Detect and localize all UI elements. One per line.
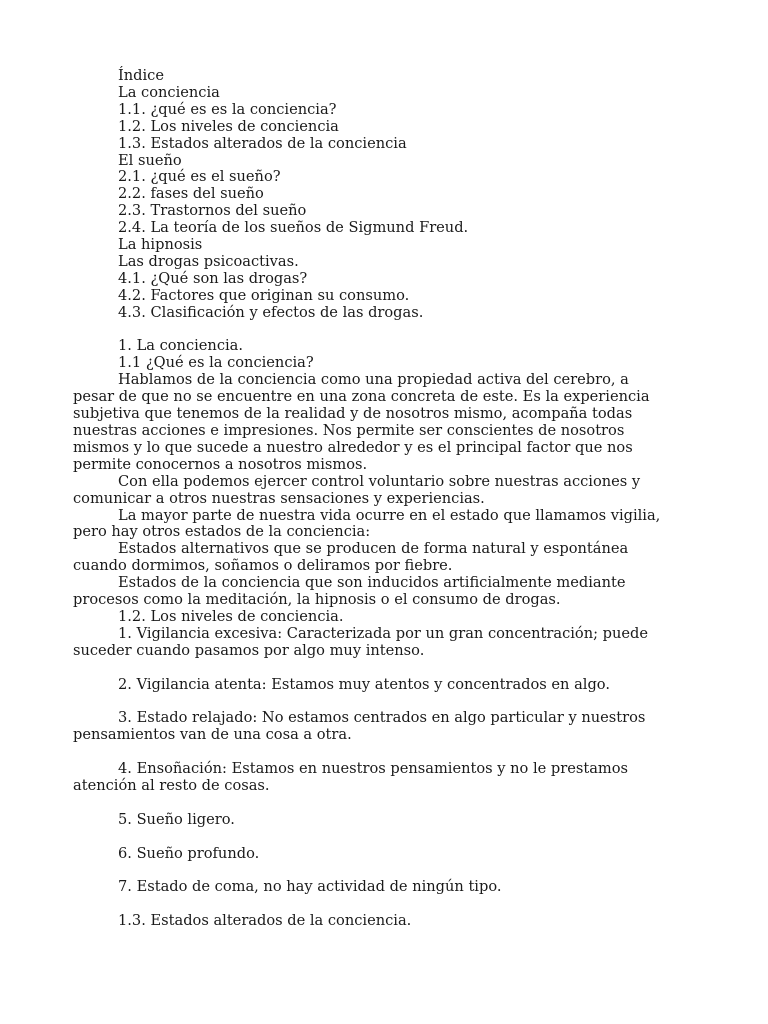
paragraph xyxy=(73,372,713,473)
blank-line xyxy=(73,694,713,711)
index-entry: La hipnosis xyxy=(118,236,203,254)
paragraph xyxy=(73,474,713,508)
list-item-continuation: suceder cuando pasamos por algo muy intenso. xyxy=(73,641,425,659)
index-entry: El sueño xyxy=(118,151,182,169)
blank-line xyxy=(73,795,713,812)
index-entry: 4.2. Factores que originan su consumo. xyxy=(118,286,410,304)
paragraph xyxy=(73,575,713,609)
list-item: 5. Sueño ligero. xyxy=(118,810,235,828)
blank-line xyxy=(73,829,713,846)
section-niveles xyxy=(73,609,713,913)
index-entry: 2.3. Trastornos del sueño xyxy=(118,202,307,220)
paragraph-line: nuestras acciones e impresiones. Nos permite ser conscientes de nosotros xyxy=(73,422,625,440)
blank-line xyxy=(73,863,713,880)
paragraph xyxy=(73,541,713,575)
index-title: Índice xyxy=(118,67,164,84)
index-entry: 4.1. ¿Qué son las drogas? xyxy=(118,269,308,287)
index-entry: 2.4. La teoría de los sueños de Sigmund Freud. xyxy=(118,219,469,237)
blank-line xyxy=(73,896,713,913)
paragraph xyxy=(73,508,713,542)
list-item: 4. Ensoñación: Estamos en nuestros pensamientos y no le prestamos xyxy=(118,760,629,778)
index-entry: 4.3. Clasificación y efectos de las drogas. xyxy=(118,303,424,321)
list-item: 2. Vigilancia atenta: Estamos muy atentos y concentrados en algo. xyxy=(118,675,610,693)
paragraph-line: subjetiva que tenemos de la realidad y de nosotros mismo, acompaña todas xyxy=(73,405,633,423)
index-entry: 2.2. fases del sueño xyxy=(118,185,264,203)
paragraph-line: mismos y lo que sucede a nuestro alrededor y es el principal factor que nos xyxy=(73,438,633,456)
list-item-continuation: pensamientos van de una cosa a otra. xyxy=(73,726,352,744)
index-entry: 1.2. Los niveles de conciencia xyxy=(118,117,339,135)
subsection-heading: 1.2. Los niveles de conciencia. xyxy=(118,607,344,625)
section-heading: 1. La conciencia. xyxy=(118,337,244,355)
document-page xyxy=(73,68,713,930)
paragraph-line: pero hay otros estados de la conciencia: xyxy=(73,523,371,541)
paragraph-line: Hablamos de la conciencia como una propiedad activa del cerebro, a xyxy=(118,371,629,389)
paragraph-line: Con ella podemos ejercer control voluntario sobre nuestras acciones y xyxy=(118,472,641,490)
list-item: 3. Estado relajado: No estamos centrados en algo particular y nuestros xyxy=(118,709,646,727)
list-item: 1. Vigilancia excesiva: Caracterizada por un gran concentración; puede xyxy=(118,624,649,642)
paragraph-line: pesar de que no se encuentre en una zona concreta de este. Es la experiencia xyxy=(73,388,650,406)
subsection-heading: 1.1 ¿Qué es la conciencia? xyxy=(118,354,314,372)
list-item: 7. Estado de coma, no hay actividad de ningún tipo. xyxy=(118,878,502,896)
list-item: 6. Sueño profundo. xyxy=(118,844,260,862)
paragraph-line: permite conocernos a nosotros mismos. xyxy=(73,455,368,473)
index-entry: Las drogas psicoactivas. xyxy=(118,252,299,270)
index-entry: 2.1. ¿qué es el sueño? xyxy=(118,168,281,186)
paragraph-line: comunicar a otros nuestras sensaciones y experiencias. xyxy=(73,489,485,507)
subsection-heading: 1.3. Estados alterados de la conciencia. xyxy=(118,912,412,930)
blank-line xyxy=(73,322,713,339)
table-of-contents xyxy=(73,68,713,322)
section-conciencia xyxy=(73,338,713,609)
blank-line xyxy=(73,744,713,761)
list-item-continuation: atención al resto de cosas. xyxy=(73,777,270,794)
blank-line xyxy=(73,660,713,677)
index-entry: 1.3. Estados alterados de la conciencia xyxy=(118,134,407,152)
section-estados-alterados xyxy=(73,913,713,930)
paragraph-line: La mayor parte de nuestra vida ocurre en el estado que llamamos vigilia, xyxy=(118,506,661,524)
index-entry: 1.1. ¿qué es es la conciencia? xyxy=(118,100,337,118)
paragraph-line: Estados de la conciencia que son inducidos artificialmente mediante xyxy=(118,574,626,592)
index-entry: La conciencia xyxy=(118,83,220,101)
paragraph-line: Estados alternativos que se producen de forma natural y espontánea xyxy=(118,540,629,558)
paragraph-line: cuando dormimos, soñamos o deliramos por fiebre. xyxy=(73,557,453,575)
paragraph-line: procesos como la meditación, la hipnosis o el consumo de drogas. xyxy=(73,591,561,609)
